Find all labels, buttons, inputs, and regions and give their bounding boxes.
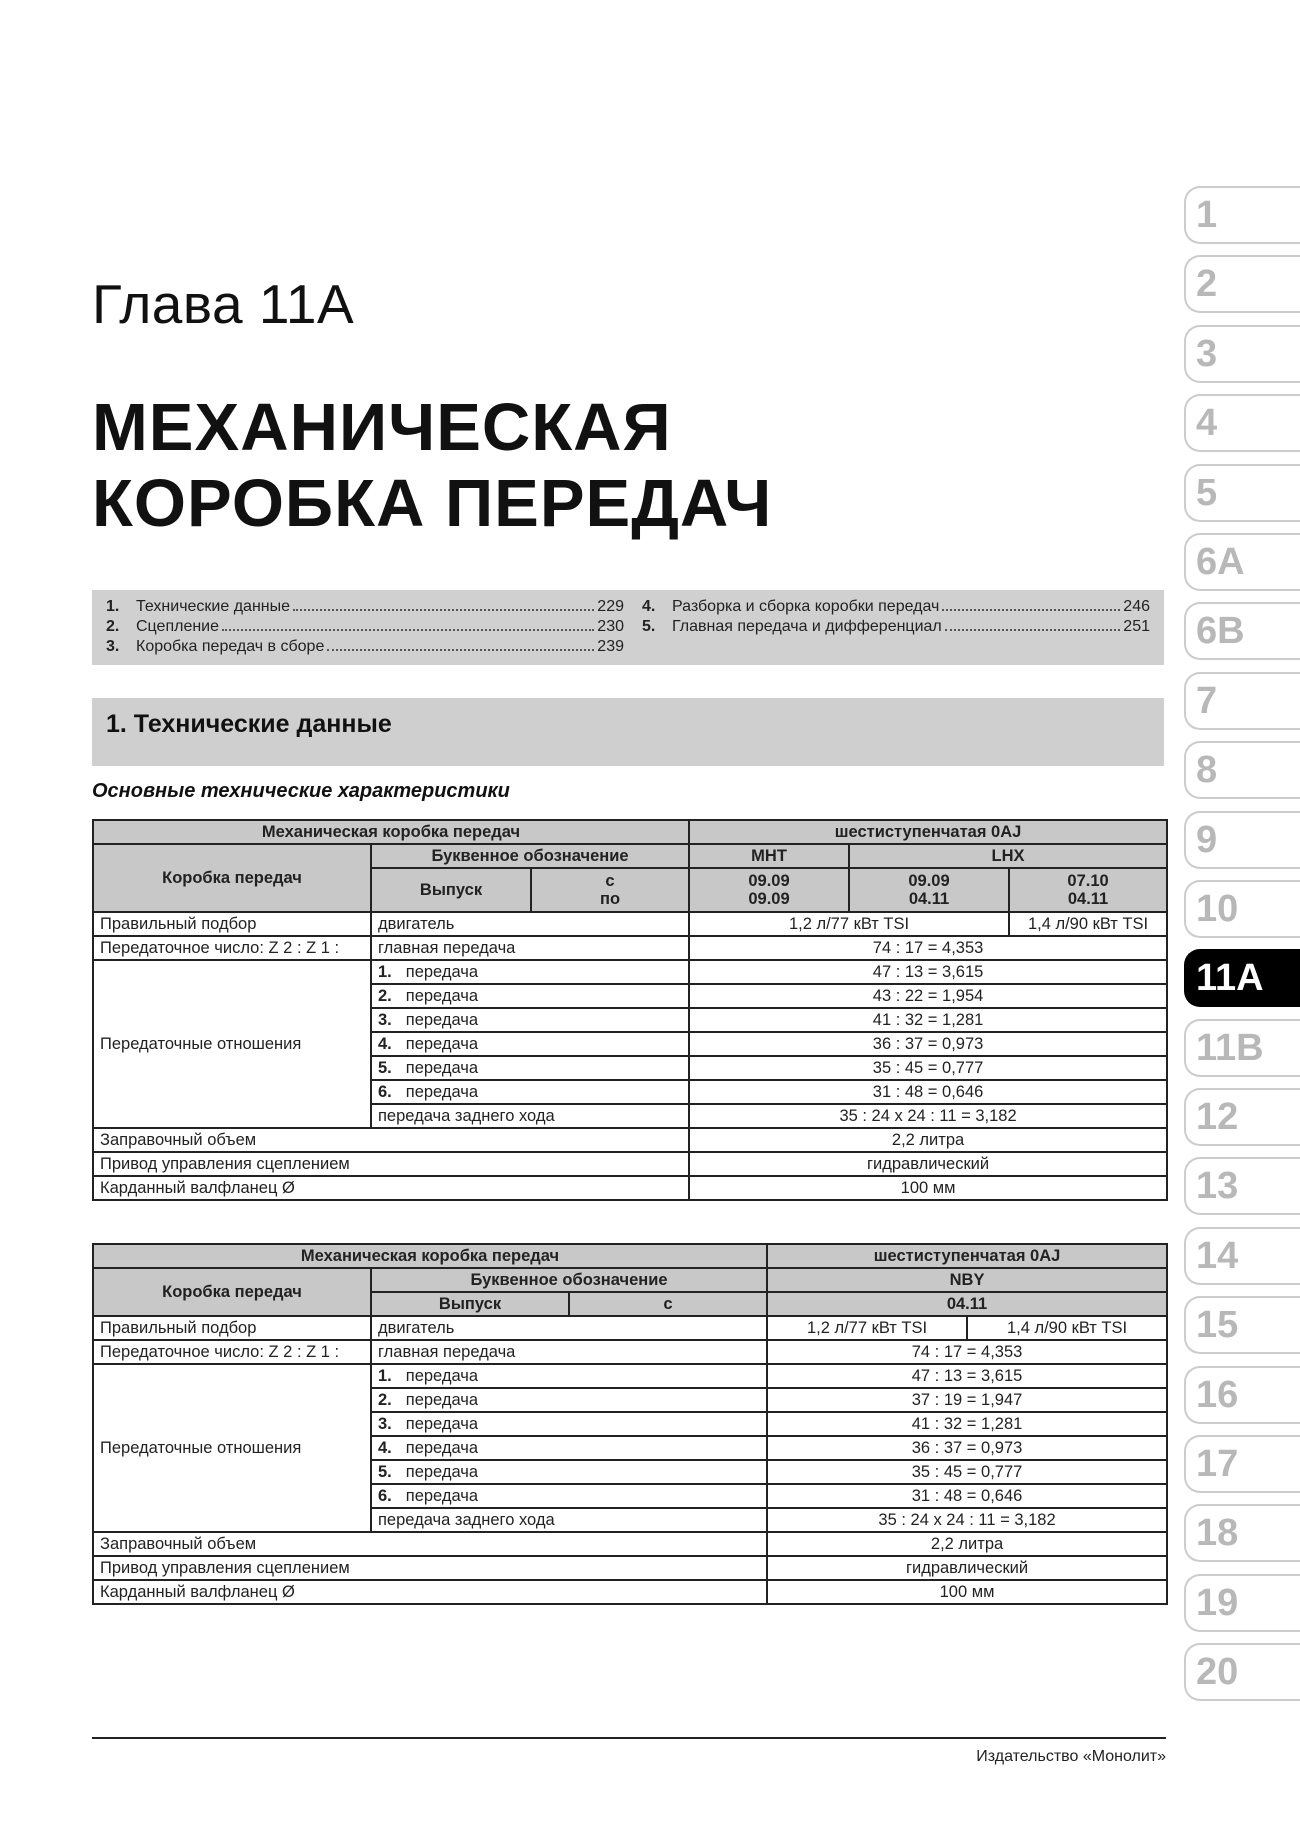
tab-label: 3 [1196, 332, 1218, 375]
tab-label: 20 [1196, 1651, 1239, 1694]
toc-number: 3. [106, 638, 120, 655]
gear-label: передача заднего хода [371, 1508, 767, 1532]
gear-label [371, 1032, 689, 1056]
gear-number: 3. [378, 1011, 392, 1029]
gear-label [371, 1080, 689, 1104]
value-cell: 35 : 24 х 24 : 11 = 3,182 [767, 1508, 1167, 1532]
value-cell: 36 : 37 = 0,973 [767, 1436, 1167, 1460]
gear-label [371, 1484, 767, 1508]
date-cell: 04.11 [767, 1292, 1167, 1316]
gear-name: передача [405, 1083, 479, 1101]
value-cell: 74 : 17 = 4,353 [689, 936, 1167, 960]
letter-code-cell: Буквенное обозначение [371, 1268, 767, 1292]
gear-name: передача [405, 1487, 479, 1505]
gear-label: передача заднего хода [371, 1104, 689, 1128]
tab-label: 8 [1196, 749, 1218, 792]
toc-item[interactable] [642, 598, 1150, 618]
value-cell: 35 : 24 х 24 : 11 = 3,182 [689, 1104, 1167, 1128]
table-row [93, 912, 1167, 936]
date-cell [1009, 868, 1167, 912]
toc-item[interactable] [106, 618, 624, 638]
value-cell: 2,2 литра [689, 1128, 1167, 1152]
table-row [93, 1176, 1167, 1200]
gear-name: передача [405, 1059, 479, 1077]
gear-name: передача [405, 1035, 479, 1053]
tab-label: 18 [1196, 1512, 1239, 1555]
toc-number: 5. [642, 618, 656, 635]
row-sublabel: главная передача [371, 1340, 767, 1364]
gear-number: 4. [378, 1035, 392, 1053]
toc-label: Коробка передач в сборе [136, 638, 325, 655]
toc-page: 229 [597, 598, 624, 615]
gear-number: 4. [378, 1439, 392, 1457]
toc-page: 239 [597, 638, 624, 655]
tab-label: 14 [1196, 1234, 1239, 1277]
value-cell: 1,4 л/90 кВт TSI [967, 1316, 1167, 1340]
gear-number: 3. [378, 1415, 392, 1433]
tab-label: 9 [1196, 818, 1218, 861]
tab-label: 6A [1196, 540, 1245, 583]
chapter-tab[interactable] [1184, 1435, 1300, 1493]
table-row [93, 1580, 1167, 1604]
chapter-tab[interactable] [1184, 1366, 1300, 1424]
toc-number: 1. [106, 598, 120, 615]
value-cell: гидравлический [689, 1152, 1167, 1176]
chapter-tab[interactable] [1184, 1574, 1300, 1632]
chapter-tab[interactable] [1184, 1088, 1300, 1146]
date-from: 07.10 [1067, 872, 1109, 890]
value-cell: 35 : 45 = 0,777 [767, 1460, 1167, 1484]
tab-label: 19 [1196, 1581, 1239, 1624]
value-cell: 47 : 13 = 3,615 [689, 960, 1167, 984]
value-cell: 2,2 литра [767, 1532, 1167, 1556]
toc-label: Технические данные [136, 598, 291, 615]
title-line-2: КОРОБКА ПЕРЕДАЧ [92, 466, 773, 541]
gear-name: передача [405, 1391, 479, 1409]
tab-label: 16 [1196, 1373, 1239, 1416]
date-cell [849, 868, 1009, 912]
gear-label [371, 1388, 767, 1412]
header-cell: Механическая коробка передач [93, 1244, 767, 1268]
chapter-tabs [1184, 186, 1300, 1713]
value-cell: 47 : 13 = 3,615 [767, 1364, 1167, 1388]
header-cell: шестиступенчатая 0AJ [689, 820, 1167, 844]
value-cell: 41 : 32 = 1,281 [689, 1008, 1167, 1032]
from-to-cell [531, 868, 689, 912]
table-header-row [93, 1244, 1167, 1268]
row-label: Заправочный объем [93, 1128, 689, 1152]
letter-code-cell: Буквенное обозначение [371, 844, 689, 868]
gear-label [371, 1056, 689, 1080]
toc-item[interactable] [106, 598, 624, 618]
table-row [93, 1364, 1167, 1388]
value-cell: 1,2 л/77 кВт TSI [689, 912, 1009, 936]
value-cell: 31 : 48 = 0,646 [689, 1080, 1167, 1104]
spec-table-1 [92, 819, 1168, 1201]
date-cell [689, 868, 849, 912]
value-cell: 41 : 32 = 1,281 [767, 1412, 1167, 1436]
gear-number: 5. [378, 1463, 392, 1481]
value-cell: гидравлический [767, 1556, 1167, 1580]
row-sublabel: главная передача [371, 936, 689, 960]
footer-rule [92, 1737, 1166, 1739]
value-cell: 100 мм [689, 1176, 1167, 1200]
spec-table-2 [92, 1243, 1168, 1605]
chapter-tab[interactable] [1184, 464, 1300, 522]
header-cell: Механическая коробка передач [93, 820, 689, 844]
row-label: Передаточные отношения [93, 960, 371, 1128]
tab-label: 4 [1196, 402, 1218, 445]
table-row [93, 960, 1167, 984]
gear-name: передача [405, 1415, 479, 1433]
tab-label: 11B [1196, 1026, 1264, 1069]
tab-label: 13 [1196, 1165, 1239, 1208]
table-row [93, 1340, 1167, 1364]
toc-page: 230 [597, 618, 624, 635]
date-to: 04.11 [908, 890, 950, 908]
tab-label: 7 [1196, 679, 1218, 722]
gear-label [371, 1364, 767, 1388]
tab-label: 2 [1196, 263, 1218, 306]
chapter-tab[interactable] [1184, 1643, 1300, 1701]
gear-number: 6. [378, 1083, 392, 1101]
tab-label: 6B [1196, 610, 1245, 653]
row-label: Передаточные отношения [93, 1364, 371, 1532]
row-label: Привод управления сцеплением [93, 1556, 767, 1580]
gear-number: 2. [378, 1391, 392, 1409]
toc-number: 2. [106, 618, 120, 635]
chapter-tab[interactable] [1184, 1227, 1300, 1285]
value-cell: 100 мм [767, 1580, 1167, 1604]
chapter-tab[interactable] [1184, 602, 1300, 660]
date-from: 09.09 [908, 872, 950, 890]
gear-name: передача [405, 1367, 479, 1385]
table-row [93, 936, 1167, 960]
chapter-tab[interactable] [1184, 1019, 1300, 1077]
publisher-footer: Издательство «Монолит» [976, 1748, 1166, 1765]
value-cell: 35 : 45 = 0,777 [689, 1056, 1167, 1080]
value-cell: 74 : 17 = 4,353 [767, 1340, 1167, 1364]
gear-name: передача [405, 1011, 479, 1029]
row-label: Привод управления сцеплением [93, 1152, 689, 1176]
toc-label: Сцепление [136, 618, 220, 635]
table-row [93, 1532, 1167, 1556]
table-row [93, 844, 1167, 868]
chapter-tab[interactable] [1184, 1296, 1300, 1354]
tab-label: 15 [1196, 1304, 1239, 1347]
table-row [93, 1268, 1167, 1292]
gear-number: 2. [378, 987, 392, 1005]
toc-column-left [106, 598, 624, 658]
value-cell: 31 : 48 = 0,646 [767, 1484, 1167, 1508]
toc-label: Разборка и сборка коробки передач [672, 598, 940, 615]
date-to: 04.11 [1067, 890, 1109, 908]
chapter-tab[interactable] [1184, 1504, 1300, 1562]
from-cell: с [569, 1292, 767, 1316]
value-cell: 1,4 л/90 кВт TSI [1009, 912, 1167, 936]
chapter-label: Глава 11А [92, 273, 355, 335]
toc-item[interactable] [106, 638, 624, 658]
gear-label [371, 1460, 767, 1484]
toc-leader [942, 609, 1120, 611]
from-label: с [605, 872, 615, 890]
gear-number: 1. [378, 1367, 392, 1385]
value-cell: 43 : 22 = 1,954 [689, 984, 1167, 1008]
toc-number: 4. [642, 598, 656, 615]
gear-label [371, 984, 689, 1008]
table-header-row [93, 820, 1167, 844]
release-cell: Выпуск [371, 1292, 569, 1316]
table-row [93, 1152, 1167, 1176]
row-label: Карданный валфланец Ø [93, 1580, 767, 1604]
row-label: Правильный подбор [93, 1316, 371, 1340]
chapter-tab[interactable] [1184, 1157, 1300, 1215]
gearbox-cell: Коробка передач [93, 1268, 371, 1316]
table-row [93, 1128, 1167, 1152]
row-sublabel: двигатель [371, 912, 689, 936]
toc-leader [222, 629, 594, 631]
code-cell: NBY [767, 1268, 1167, 1292]
gear-number: 6. [378, 1487, 392, 1505]
date-from: 09.09 [748, 872, 790, 890]
tab-label: 12 [1196, 1096, 1239, 1139]
gear-number: 1. [378, 963, 392, 981]
value-cell: 1,2 л/77 кВт TSI [767, 1316, 967, 1340]
value-cell: 36 : 37 = 0,973 [689, 1032, 1167, 1056]
tab-label: 17 [1196, 1443, 1239, 1486]
tab-label: 5 [1196, 471, 1218, 514]
table-row [93, 1316, 1167, 1340]
row-label: Карданный валфланец Ø [93, 1176, 689, 1200]
toc-leader [293, 609, 594, 611]
code-cell: MHT [689, 844, 849, 868]
chapter-tab[interactable] [1184, 880, 1300, 938]
gear-label [371, 960, 689, 984]
header-cell: шестиступенчатая 0AJ [767, 1244, 1167, 1268]
gear-name: передача [405, 963, 479, 981]
toc-page: 246 [1123, 598, 1150, 615]
table-of-contents [92, 590, 1164, 665]
title-line-1: МЕХАНИЧЕСКАЯ [92, 390, 672, 465]
gear-label [371, 1008, 689, 1032]
row-label: Передаточное число: Z 2 : Z 1 : [93, 1340, 371, 1364]
row-sublabel: двигатель [371, 1316, 767, 1340]
chapter-tab[interactable] [1184, 394, 1300, 452]
toc-label: Главная передача и дифференциал [672, 618, 942, 635]
value-cell: 37 : 19 = 1,947 [767, 1388, 1167, 1412]
row-label: Заправочный объем [93, 1532, 767, 1556]
gearbox-cell: Коробка передач [93, 844, 371, 912]
subheading: Основные технические характеристики [92, 780, 510, 802]
section-heading-bar [92, 698, 1164, 766]
chapter-tab[interactable] [1184, 325, 1300, 383]
chapter-tab-active[interactable] [1184, 949, 1300, 1007]
gear-label [371, 1436, 767, 1460]
row-label: Передаточное число: Z 2 : Z 1 : [93, 936, 371, 960]
gear-number: 5. [378, 1059, 392, 1077]
gear-label [371, 1412, 767, 1436]
chapter-tab[interactable] [1184, 533, 1300, 591]
toc-page: 251 [1123, 618, 1150, 635]
code-cell: LHX [849, 844, 1167, 868]
to-label: по [599, 890, 621, 908]
gear-name: передача [405, 1463, 479, 1481]
chapter-tab[interactable] [1184, 741, 1300, 799]
release-cell: Выпуск [371, 868, 531, 912]
chapter-tab[interactable] [1184, 811, 1300, 869]
tab-label: 11A [1196, 957, 1264, 1000]
chapter-tab[interactable] [1184, 186, 1300, 244]
row-label: Правильный подбор [93, 912, 371, 936]
tab-label: 1 [1196, 194, 1218, 236]
chapter-tab[interactable] [1184, 672, 1300, 730]
toc-leader [327, 649, 594, 651]
toc-column-right [642, 598, 1150, 638]
gear-name: передача [405, 987, 479, 1005]
gear-name: передача [405, 1439, 479, 1457]
page-title [92, 390, 892, 542]
chapter-tab[interactable] [1184, 255, 1300, 313]
toc-item[interactable] [642, 618, 1150, 638]
toc-leader [945, 629, 1121, 631]
section-heading: 1. Технические данные [106, 710, 392, 738]
date-to: 09.09 [748, 890, 790, 908]
tab-label: 10 [1196, 887, 1239, 930]
table-row [93, 1556, 1167, 1580]
